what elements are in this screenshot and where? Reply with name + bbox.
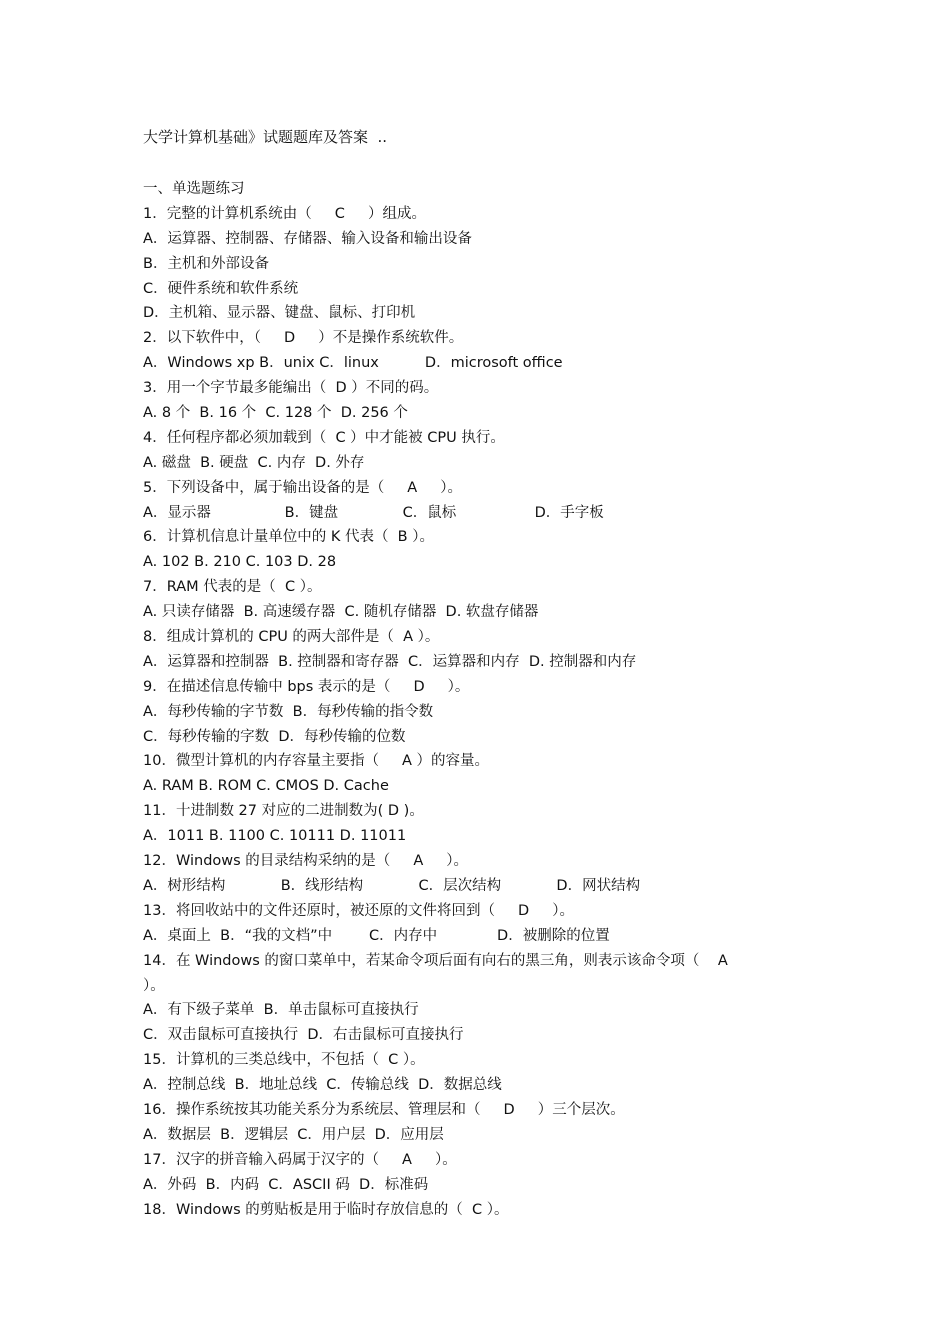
- document-line: 16．操作系统按其功能关系分为系统层、管理层和（ D ）三个层次。: [143, 1101, 625, 1118]
- document-line: 12．Windows 的目录结构采纳的是（ A ）。: [143, 853, 469, 870]
- document-line: 2．以下软件中，（ D ）不是操作系统软件。: [143, 330, 464, 347]
- document-line: A．运算器、控制器、存储器、输入设备和输出设备: [143, 230, 472, 247]
- document-line: 11．十进制数 27 对应的二进制数为( D )。: [143, 803, 424, 820]
- document-line: 17．汉字的拼音输入码属于汉字的（ A ）。: [143, 1151, 457, 1168]
- document-line: 5．下列设备中，属于输出设备的是（ A ）。: [143, 479, 462, 496]
- document-line: 13．将回收站中的文件还原时，被还原的文件将回到（ D ）。: [143, 902, 574, 919]
- document-line: A. RAM B. ROM C. CMOS D. Cache: [143, 778, 389, 795]
- document-line: C．每秒传输的字数 D．每秒传输的位数: [143, 728, 406, 745]
- document-line: A．外码 B．内码 C．ASCII 码 D．标准码: [143, 1176, 429, 1193]
- document-line: 18．Windows 的剪贴板是用于临时存放信息的（ C ）。: [143, 1201, 509, 1218]
- document-line: 7．RAM 代表的是（ C ）。: [143, 579, 322, 596]
- document-line: 1．完整的计算机系统由（ C ）组成。: [143, 205, 426, 222]
- document-line: 15．计算机的三类总线中，不包括（ C ）。: [143, 1052, 425, 1069]
- document-line: A．桌面上 B．“我的文档”中 C．内存中 D．被删除的位置: [143, 927, 610, 944]
- document-line: B．主机和外部设备: [143, 255, 269, 272]
- document-line: C．双击鼠标可直接执行 D．右击鼠标可直接执行: [143, 1027, 464, 1044]
- document-line: A．运算器和控制器 B. 控制器和寄存器 C．运算器和内存 D. 控制器和内存: [143, 653, 637, 670]
- document-line: A．控制总线 B．地址总线 C．传输总线 D．数据总线: [143, 1077, 502, 1094]
- document-line: A．每秒传输的字节数 B．每秒传输的指令数: [143, 703, 434, 720]
- document-line: A. 102 B. 210 C. 103 D. 28: [143, 554, 337, 571]
- document-line: A．树形结构 B．线形结构 C．层次结构 D．网状结构: [143, 877, 641, 894]
- document-line: A．有下级子菜单 B．单击鼠标可直接执行: [143, 1002, 419, 1019]
- document-line: 6．计算机信息计量单位中的 K 代表（ B ）。: [143, 529, 434, 546]
- document-line: A．1011 B. 1100 C. 10111 D. 11011: [143, 828, 407, 845]
- document-line: C．硬件系统和软件系统: [143, 280, 299, 297]
- document-line: 3．用一个字节最多能编出（ D ）不同的码。: [143, 380, 439, 397]
- document-line: 一、单选题练习: [143, 181, 245, 197]
- document-line: 9．在描述信息传输中 bps 表示的是（ D ）。: [143, 678, 470, 695]
- document-title: 大学计算机基础》试题题库及答案 ..: [143, 128, 388, 146]
- document-line: D．主机箱、显示器、键盘、鼠标、打印机: [143, 305, 416, 322]
- document-body: [143, 177, 823, 1222]
- document-line: A．Windows xp B．unix C．linux D．microsoft office: [143, 355, 563, 372]
- document-line: A. 8 个 B. 16 个 C. 128 个 D. 256 个: [143, 405, 408, 422]
- document-line: A．显示器 B．键盘 C．鼠标 D．手字板: [143, 504, 604, 521]
- document-line: A. 只读存储器 B. 高速缓存器 C. 随机存储器 D. 软盘存储器: [143, 604, 539, 621]
- document-line: 4．任何程序都必须加载到（ C ）中才能被 CPU 执行。: [143, 429, 505, 446]
- document-line: ）。: [143, 977, 165, 994]
- document-line: 14．在 Windows 的窗口菜单中，若某命令项后面有向右的黑三角，则表示该命令项（ A: [143, 952, 728, 969]
- document-line: A．数据层 B．逻辑层 C．用户层 D．应用层: [143, 1126, 444, 1143]
- document-line: 10．微型计算机的内存容量主要指（ A ）的容量。: [143, 753, 490, 770]
- document-line: 8．组成计算机的 CPU 的两大部件是（ A ）。: [143, 629, 440, 646]
- document-line: A. 磁盘 B. 硬盘 C. 内存 D. 外存: [143, 454, 365, 471]
